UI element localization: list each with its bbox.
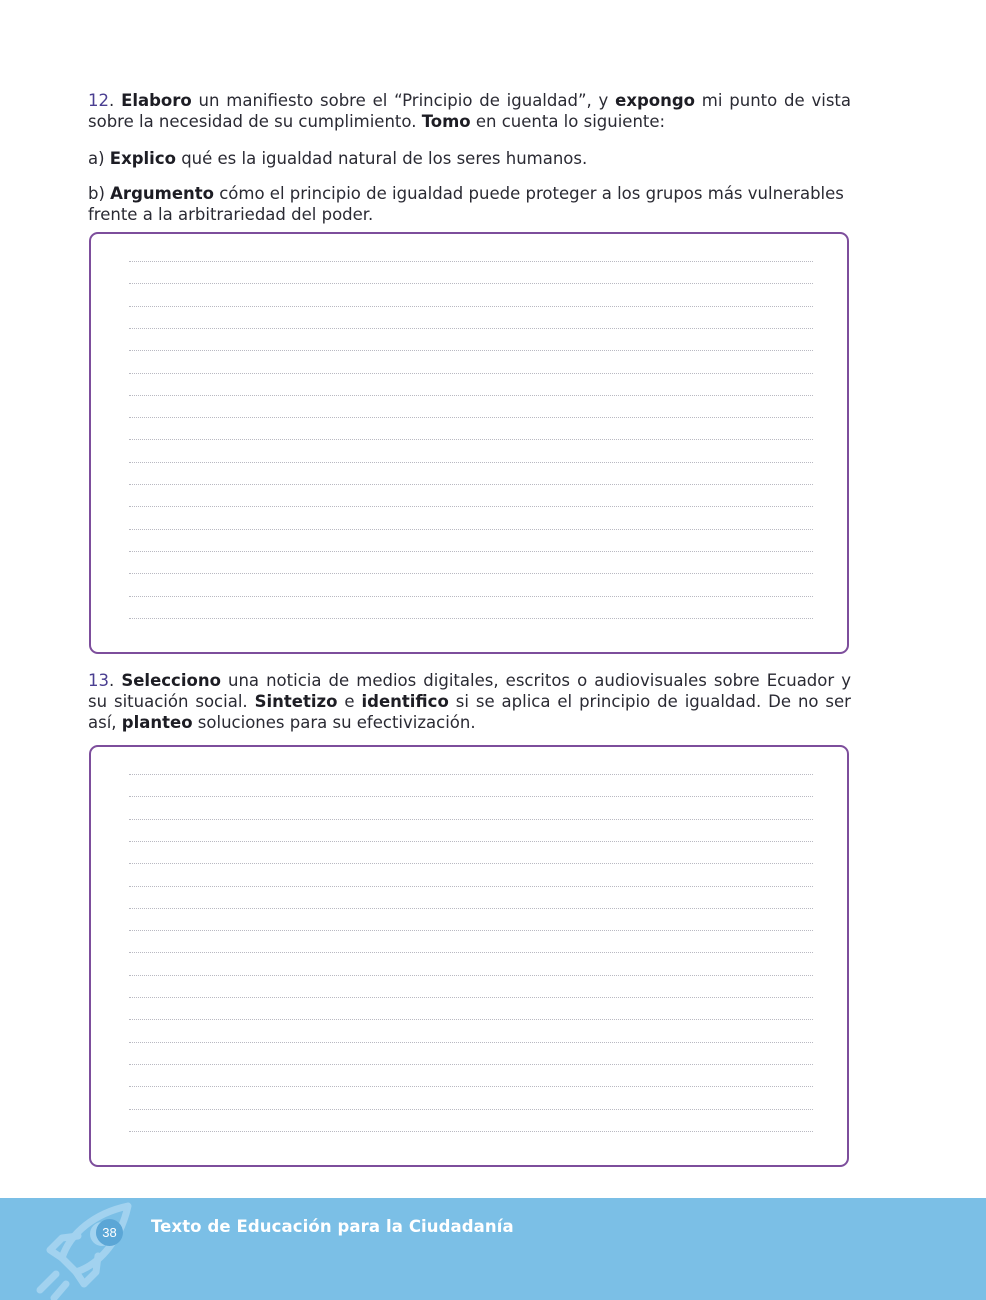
writing-line [129,1086,813,1087]
question-12-item-b: b) Argumento cómo el principio de igualdad puede proteger a los grupos más vulnerables frente a la arbitrariedad del poder. [88,184,844,224]
writing-line [129,975,813,976]
rocket-icon [0,1198,160,1300]
answer-box-question-13[interactable] [89,745,849,1167]
question-12-item-a: a) Explico qué es la igualdad natural de los seres humanos. [88,149,588,168]
question-number: 13 [88,671,109,690]
writing-line [129,886,813,887]
writing-line [129,306,813,307]
writing-line [129,819,813,820]
writing-line [129,529,813,530]
writing-line [129,395,813,396]
writing-line [129,841,813,842]
question-13-instructions: Selecciono una noticia de medios digitales, escritos o audiovisuales sobre Ecuador y su situación social. Sintetizo e identifico si se aplica el principio de igualdad. De no ser así, planteo soluciones para su efectivización. [88,671,851,732]
writing-line [129,551,813,552]
writing-line [129,618,813,619]
book-title: Texto de Educación para la Ciudadanía [151,1217,514,1236]
page-number-badge: 38 [96,1219,123,1246]
writing-line [129,1109,813,1110]
question-12-instructions: Elaboro un manifiesto sobre el “Principio de igualdad”, y expongo mi punto de vista sobre la necesidad de su cumplimiento. Tomo en cuenta lo siguiente: [88,91,851,131]
writing-line [129,506,813,507]
writing-line [129,573,813,574]
writing-line [129,930,813,931]
question-number: 12 [88,91,109,110]
writing-line [129,908,813,909]
writing-line [129,774,813,775]
answer-box-question-12[interactable] [89,232,849,654]
writing-line [129,952,813,953]
writing-line [129,1064,813,1065]
writing-line [129,373,813,374]
writing-line [129,997,813,998]
writing-line [129,1042,813,1043]
writing-line [129,462,813,463]
writing-line [129,283,813,284]
writing-line [129,596,813,597]
question-12-prompt: 12. Elaboro un manifiesto sobre el “Principio de igualdad”, y expongo mi punto de vista sobre la necesidad de su cumplimiento. Tomo en cuenta lo siguiente: [88,91,851,131]
writing-line [129,328,813,329]
page-footer [0,1198,986,1300]
writing-line [129,350,813,351]
writing-line [129,261,813,262]
writing-line [129,1019,813,1020]
writing-line [129,796,813,797]
writing-line [129,863,813,864]
writing-line [129,417,813,418]
question-13-prompt: 13. Selecciono una noticia de medios digitales, escritos o audiovisuales sobre Ecuador y su situación social. Sintetizo e identifico si se aplica el principio de igualdad. De no ser así, planteo soluciones para su efectivización. [88,671,851,732]
writing-line [129,439,813,440]
writing-line [129,1131,813,1132]
writing-line [129,484,813,485]
